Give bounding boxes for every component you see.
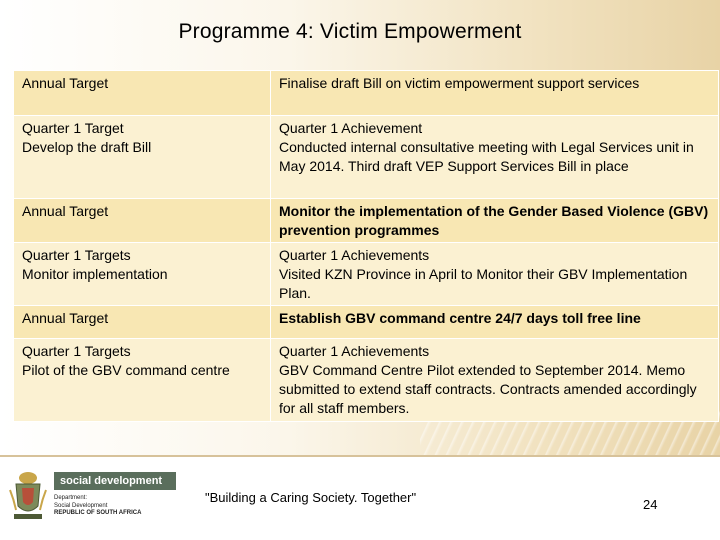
cell-heading: Quarter 1 Achievements <box>279 343 430 359</box>
annual-target-cell <box>14 199 271 243</box>
annual-target-value-cell <box>271 199 719 243</box>
department-text <box>54 495 178 518</box>
table-row <box>14 243 719 306</box>
cell-heading: Annual Target <box>22 310 109 326</box>
quarter-achievement-cell <box>271 339 719 422</box>
quarter-achievement-cell <box>271 116 719 199</box>
cell-heading: Finalise draft Bill on victim empowerment support services <box>279 75 640 91</box>
quarter-target-cell <box>14 339 271 422</box>
country-name: REPUBLIC OF SOUTH AFRICA <box>54 510 142 516</box>
annual-target-value-cell <box>271 71 719 116</box>
table-row <box>14 71 719 116</box>
tagline: "Building a Caring Society. Together" <box>205 490 417 505</box>
slide-title: Programme 4: Victim Empowerment <box>178 20 522 43</box>
brand-name: social development <box>54 472 176 490</box>
table-row <box>14 199 719 243</box>
cell-heading: Quarter 1 Targets <box>22 343 131 359</box>
table-row <box>14 306 719 339</box>
cell-text: Conducted internal consultative meeting with Legal Services unit in May 2014. Third draft VEP Support Services Bill in place <box>279 139 694 174</box>
cell-text: Develop the draft Bill <box>22 139 152 155</box>
cell-heading: Quarter 1 Targets <box>22 247 131 263</box>
cell-heading: Quarter 1 Achievement <box>279 120 423 136</box>
annual-target-cell <box>14 306 271 339</box>
cell-heading: Annual Target <box>22 75 109 91</box>
table-row <box>14 116 719 199</box>
programme-table <box>13 70 719 422</box>
cell-text: GBV Command Centre Pilot extended to September 2014. Memo submitted to extend staff contracts. Contracts amended accordingly for all staff members. <box>279 362 697 416</box>
cell-text: Pilot of the GBV command centre <box>22 362 230 378</box>
cell-heading: Quarter 1 Target <box>22 120 124 136</box>
table-row <box>14 339 719 422</box>
department-name: Social Development <box>54 502 108 509</box>
annual-target-cell <box>14 71 271 116</box>
quarter-target-cell <box>14 116 271 199</box>
department-label: Department: <box>54 495 88 501</box>
quarter-target-cell <box>14 243 271 306</box>
quarter-achievement-cell <box>271 243 719 306</box>
cell-heading: Annual Target <box>22 203 109 219</box>
cell-text: Monitor implementation <box>22 266 168 282</box>
footer-divider <box>0 455 720 457</box>
cell-text: Visited KZN Province in April to Monitor their GBV Implementation Plan. <box>279 266 688 301</box>
department-logo <box>8 470 178 522</box>
cell-heading: Monitor the implementation of the Gender Based Violence (GBV) prevention programmes <box>279 203 709 238</box>
cell-heading: Establish GBV command centre 24/7 days toll free line <box>279 310 641 326</box>
cell-heading: Quarter 1 Achievements <box>279 247 430 263</box>
annual-target-value-cell <box>271 306 719 339</box>
coat-of-arms-icon <box>8 470 48 522</box>
page-number: 24 <box>643 497 658 512</box>
